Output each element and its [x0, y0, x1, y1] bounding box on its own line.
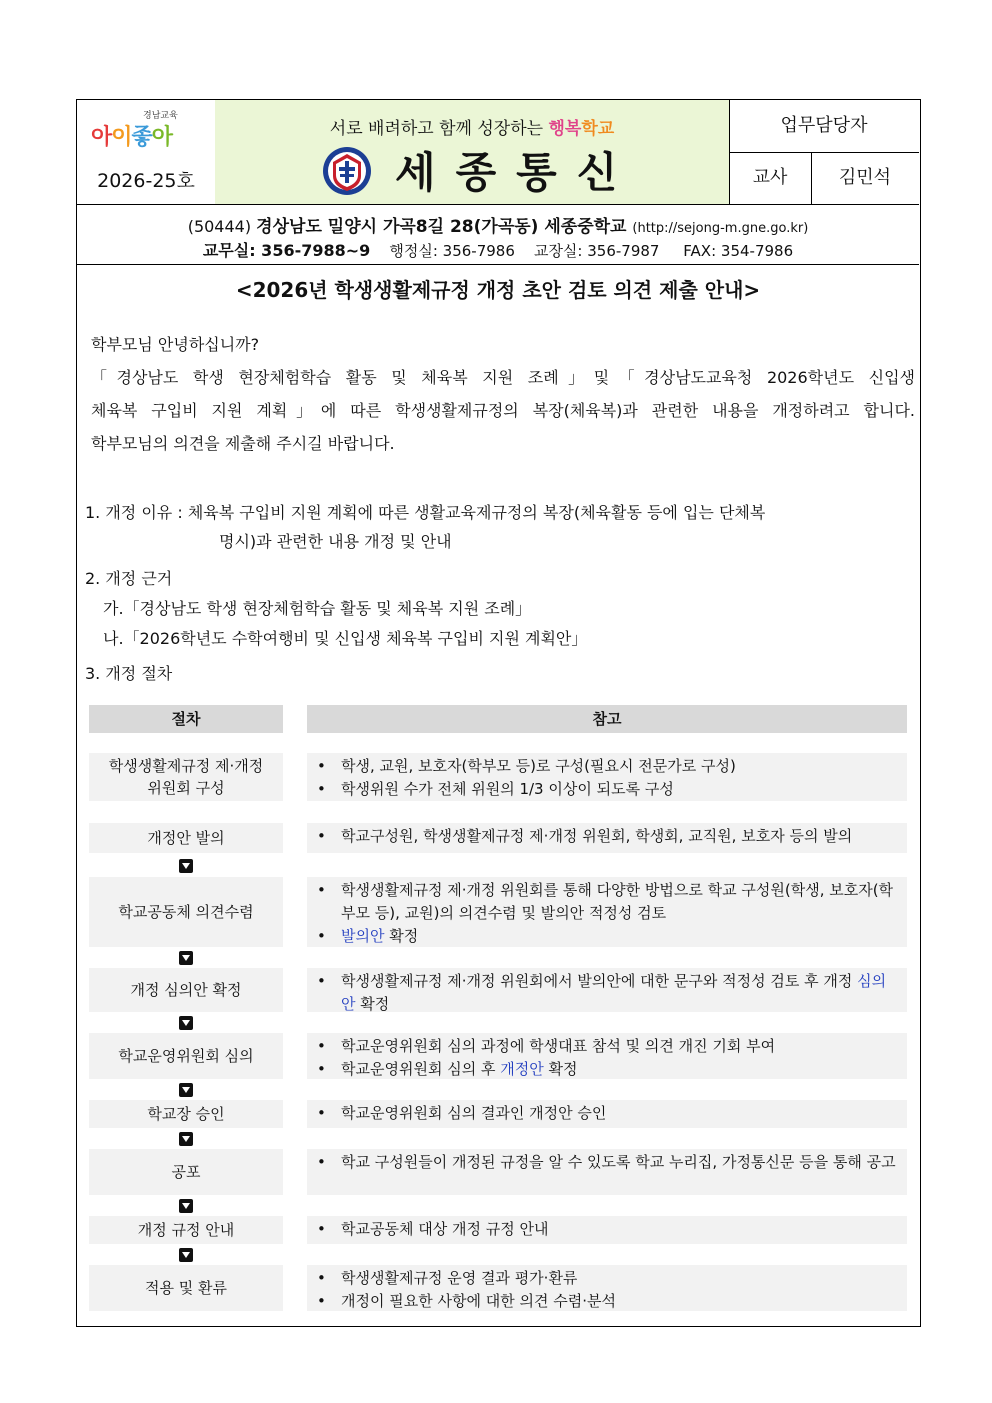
ref-text: 학교운영위원회 심의 후: [341, 1060, 501, 1078]
arrow-down-icon: [177, 950, 195, 966]
ref-review-draft: [307, 968, 907, 1012]
step-steering-committee: 학교운영위원회 심의: [89, 1033, 283, 1079]
intro-line-3: 학부모님의 의견을 제출해 주시길 바랍니다.: [91, 434, 395, 453]
ref-item: • 학교구성원, 학생생활제규정 제·개정 위원회, 학생회, 교직원, 보호자 등의 발의: [341, 825, 899, 848]
column-ref-header: 참고: [307, 705, 907, 733]
section-2-item-a: 가.「경상남도 학생 현장체험학습 활동 및 체육복 지원 조례」: [103, 599, 532, 618]
ref-item: • 학교공동체 대상 개정 규정 안내: [341, 1218, 899, 1241]
ref-item: • 학생생활제규정 운영 결과 평가·환류: [341, 1267, 899, 1290]
manager-name: 김민석: [838, 167, 892, 188]
slogan-school: 학교: [581, 119, 615, 139]
logo-brand: 아이좋아: [91, 125, 173, 150]
intro-line-1: 「경상남도 학생 현장체험학습 활동 및 체육복 지원 조례」및「경상남도교육청 2026학년도 신입생: [91, 368, 915, 387]
header-title-block: [215, 100, 730, 204]
section-2-item-b: 나.「2026학년도 수학여행비 및 신입생 체육복 구입비 지원 계획안」: [103, 629, 588, 648]
arrow-down-icon: [177, 1015, 195, 1031]
phone-line: [77, 238, 919, 261]
ref-item: • 학생, 교원, 보호자(학부모 등)로 구성(필요시 전문가로 구성): [341, 755, 899, 778]
ref-item: [341, 1058, 899, 1081]
edu-logo: [91, 108, 203, 150]
manager-role: 교사: [729, 152, 812, 204]
section-1-line-1: 1. 개정 이유 : 체육복 구입비 지원 계획에 따른 생활교육제규정의 복장(체육활동 등에 입는 단체복: [85, 503, 766, 522]
section-1-line-2: 명시)과 관련한 내용 개정 및 안내: [219, 532, 452, 551]
step-promulgation: 공포: [89, 1149, 283, 1195]
section-3-title: 3. 개정 절차: [85, 664, 173, 683]
ref-notice: [307, 1216, 907, 1244]
greeting: 학부모님 안녕하십니까?: [91, 335, 260, 354]
step-notice: 개정 규정 안내: [89, 1216, 283, 1244]
highlight-text: 심의안: [341, 972, 887, 1013]
newsletter-frame: [76, 99, 921, 1327]
ref-text: 학생생활제규정 제·개정 위원회에서 발의안에 대한 문구와 적정성 검토 후 개정: [341, 972, 858, 990]
school-emblem-icon: [321, 144, 373, 198]
arrow-down-icon: [177, 858, 195, 874]
ref-item: • 학생위원 수가 전체 위원의 1/3 이상이 되도록 구성: [341, 778, 899, 801]
ref-item: • 개정이 필요한 사항에 대한 의견 수렴·분석: [341, 1290, 899, 1313]
header: [77, 100, 919, 205]
logo-caption: 경남교육: [143, 111, 178, 121]
manager-label: 업무담당자: [729, 100, 919, 153]
issue-number: 2026-25호: [97, 170, 195, 192]
slogan: [215, 114, 729, 139]
ref-text: 확정: [384, 927, 419, 945]
arrow-down-icon: [177, 1198, 195, 1214]
step-principal-approval: 학교장 승인: [89, 1100, 283, 1128]
address-line: [77, 212, 919, 237]
highlight-text: 발의안: [341, 927, 385, 945]
section-2-title: 2. 개정 근거: [85, 569, 173, 588]
ref-item: • 학생생활제규정 제·개정 위원회를 통해 다양한 방법으로 학교 구성원(학생, 보호자(학부모 등), 교원)의 의견수렴 및 발의안 적정성 검토: [341, 879, 899, 925]
school-url: (http://sejong-m.gne.go.kr): [632, 221, 809, 236]
step-proposal: 개정안 발의: [89, 823, 283, 853]
slogan-happy: 행복: [548, 119, 582, 139]
newsletter-title: 세종통신: [395, 148, 638, 197]
ref-item: • 학교 구성원들이 개정된 규정을 알 수 있도록 학교 누리집, 가정통신문 등을 통해 공고: [341, 1151, 899, 1174]
ref-apply-feedback: [307, 1265, 907, 1311]
ref-text: 확정: [543, 1060, 578, 1078]
intro-paragraph: [91, 328, 915, 460]
arrow-down-icon: [177, 1131, 195, 1147]
step-apply-feedback: 적용 및 환류: [89, 1265, 283, 1311]
ref-opinion: [307, 877, 907, 947]
step-text: 학생생활제규정 제·개정: [108, 757, 264, 775]
ref-promulgation: [307, 1149, 907, 1195]
column-step-header: 절차: [89, 705, 283, 733]
address-block: [77, 204, 919, 265]
ref-proposal: [307, 823, 907, 853]
arrow-down-icon: [177, 1082, 195, 1098]
header-manager: [729, 100, 919, 204]
ref-principal-approval: [307, 1100, 907, 1128]
document-title: <2026년 학생생활제규정 개정 초안 검토 의견 제출 안내>: [235, 278, 761, 302]
office-phone: 교무실: 356-7988~9: [202, 241, 371, 260]
ref-item: • 학교운영위원회 심의 결과인 개정안 승인: [341, 1102, 899, 1125]
ref-text: 확정: [355, 995, 390, 1013]
postal-code: (50444): [187, 217, 257, 236]
step-review-draft: 개정 심의안 확정: [89, 968, 283, 1012]
step-committee: [89, 753, 283, 801]
highlight-text: 개정안: [500, 1060, 544, 1078]
header-left: [77, 100, 216, 204]
slogan-text: 서로 배려하고 함께 성장하는: [329, 119, 549, 139]
step-text: 위원회 구성: [147, 779, 225, 797]
ref-item: [341, 925, 899, 948]
ref-item: [341, 970, 899, 1016]
ref-committee: [307, 753, 907, 801]
ref-steering-committee: [307, 1033, 907, 1079]
other-phones: 행정실: 356-7986 교장실: 356-7987 FAX: 354-7986: [370, 242, 794, 260]
step-opinion: 학교공동체 의견수렴: [89, 877, 283, 947]
intro-line-2: 체육복 구입비 지원 계획」에 따른 학생생활제규정의 복장(체육복)과 관련한 내용을 개정하려고 합니다.: [91, 401, 915, 420]
ref-item: • 학교운영위원회 심의 과정에 학생대표 참석 및 의견 개진 기회 부여: [341, 1035, 899, 1058]
street-address: 경상남도 밀양시 가곡8길 28(가곡동) 세종중학교: [256, 217, 633, 237]
arrow-down-icon: [177, 1247, 195, 1263]
